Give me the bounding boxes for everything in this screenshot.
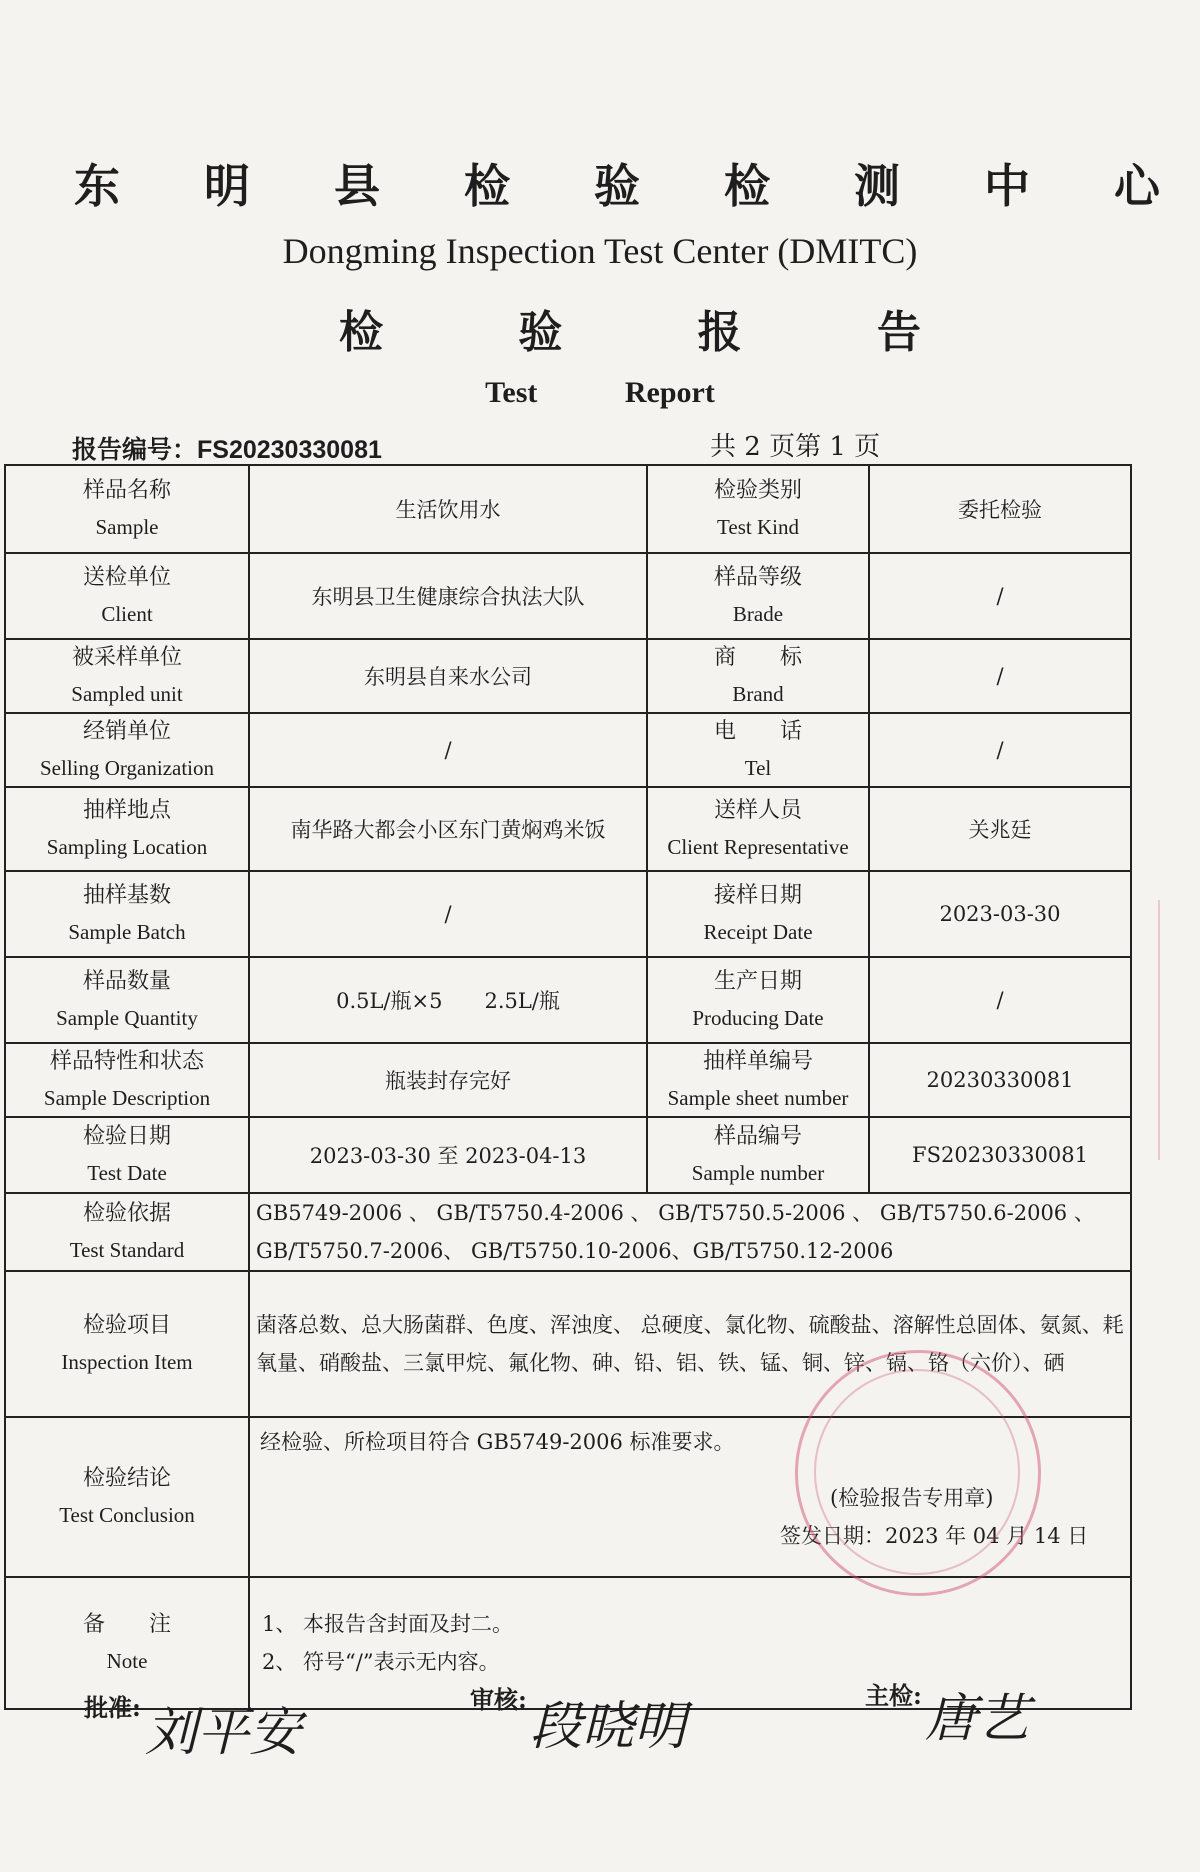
label-cn: 经销单位 [82, 719, 171, 744]
label-en: Sample number [691, 1161, 825, 1185]
field-label [5, 871, 249, 957]
note-line-1: 1、 本报告含封面及封二。 [262, 1612, 514, 1636]
label-cn: 生产日期 [713, 969, 802, 994]
label-cn: 样品等级 [713, 565, 802, 590]
label-en: Test Kind [717, 515, 799, 539]
label-cn: 抽样单编号 [702, 1049, 813, 1074]
table-row [5, 787, 1131, 871]
label-en: Sample [95, 515, 159, 539]
label-en: Test Date [87, 1161, 167, 1185]
field-label [5, 553, 249, 639]
field-label [647, 787, 869, 871]
field-label [647, 713, 869, 787]
field-label: 检验依据 Test Standard [5, 1193, 249, 1271]
inspection-seal-stamp [795, 1350, 1041, 1596]
field-label [5, 957, 249, 1043]
field-value: 2023-03-30 [869, 871, 1131, 957]
label-cn: 样品编号 [713, 1124, 802, 1149]
label-cn: 样品特性和状态 [49, 1049, 204, 1074]
label-en: Client [101, 602, 153, 626]
seal-label: (检验报告专用章) [830, 1486, 994, 1510]
label-en: Sample Description [43, 1086, 211, 1110]
label-cn: 样品名称 [82, 478, 171, 503]
field-label: 检验结论 Test Conclusion [5, 1417, 249, 1577]
label-en: Selling Organization [40, 756, 214, 780]
inspection-items-value: 菌落总数、总大肠菌群、色度、浑浊度、 总硬度、氯化物、硫酸盐、溶解性总固体、氨氮、耗氧量、硝酸盐、三氯甲烷、氟化物、砷、铅、铝、铁、锰、铜、锌、镉、铬（六价）、硒 [249, 1271, 1131, 1417]
inspect-label: 主检: [865, 1681, 922, 1710]
field-label [5, 1117, 249, 1193]
conclusion-text: 经检验、所检项目符合 GB5749-2006 标准要求。 [260, 1430, 735, 1454]
field-value: 0.5L/瓶×5 2.5L/瓶 [249, 957, 647, 1043]
center-title-en: Dongming Inspection Test Center (DMITC) [282, 231, 918, 271]
label-cn: 商 标 [713, 645, 802, 670]
field-label [647, 1043, 869, 1117]
label-en: Tel [744, 756, 772, 780]
label-cn: 检验类别 [713, 478, 802, 503]
field-label [5, 713, 249, 787]
field-label [647, 553, 869, 639]
label-en: Producing Date [692, 1006, 824, 1030]
label-cn: 样品数量 [82, 969, 171, 994]
field-value: 南华路大都会小区东门黄焖鸡米饭 [249, 787, 647, 871]
field-label [5, 1043, 249, 1117]
field-label [5, 639, 249, 713]
field-value: 关兆廷 [869, 787, 1131, 871]
field-value: / [249, 713, 647, 787]
report-title-en: Test Report [485, 376, 715, 409]
review-label: 审核: [470, 1685, 527, 1714]
field-label [647, 1117, 869, 1193]
edge-seal-stamp [1158, 900, 1200, 1160]
field-label: 检验项目 Inspection Item [5, 1271, 249, 1417]
label-en: Sample Batch [68, 920, 186, 944]
field-value: 东明县自来水公司 [249, 639, 647, 713]
center-title-cn: 东 明 县 检 验 检 测 中 心 [73, 159, 1195, 213]
label-cn: 电 话 [713, 719, 802, 744]
label-en: Client Representative [667, 835, 849, 859]
note-line-2: 2、 符号“/”表示无内容。 [262, 1650, 500, 1674]
label-en: Sampled unit [71, 682, 183, 706]
table-row [5, 1193, 1131, 1271]
label-cn: 检验日期 [82, 1124, 171, 1149]
approve-label: 批准: [84, 1693, 141, 1722]
test-standard-value: GB5749-2006 、 GB/T5750.4-2006 、 GB/T5750.5-2006 、 GB/T5750.6-2006 、 GB/T5750.7-2006、 GB/T5750.10-2006、GB/T5750.12-2006 [249, 1193, 1131, 1271]
table-row [5, 1043, 1131, 1117]
field-label [5, 787, 249, 871]
table-row [5, 639, 1131, 713]
label-cn: 抽样基数 [82, 883, 171, 908]
label-en: Receipt Date [703, 920, 813, 944]
label-cn: 抽样地点 [82, 798, 171, 823]
field-label [647, 957, 869, 1043]
field-label [647, 465, 869, 553]
table-row [5, 713, 1131, 787]
field-label [647, 871, 869, 957]
label-en: Brand [732, 682, 784, 706]
table-row [5, 465, 1131, 553]
approve-signature: 刘平安 [145, 1703, 302, 1763]
table-row [5, 1117, 1131, 1193]
report-title-cn: 检 验 报 告 [339, 307, 981, 358]
field-value: / [869, 957, 1131, 1043]
inspect-signature: 唐艺 [925, 1689, 1030, 1749]
field-value: 20230330081 [869, 1043, 1131, 1117]
table-row [5, 553, 1131, 639]
field-value: FS20230330081 [869, 1117, 1131, 1193]
label-en: Sampling Location [46, 835, 208, 859]
table-row [5, 871, 1131, 957]
field-value: / [249, 871, 647, 957]
label-cn: 被采样单位 [71, 645, 182, 670]
field-value: 2023-03-30 至 2023-04-13 [249, 1117, 647, 1193]
field-label: 备 注 Note [5, 1577, 249, 1709]
field-value: 东明县卫生健康综合执法大队 [249, 553, 647, 639]
review-signature: 段晓明 [530, 1697, 687, 1757]
label-en: Brade [732, 602, 784, 626]
field-value: 瓶装封存完好 [249, 1043, 647, 1117]
page-count: 共 2 页第 1 页 [710, 432, 881, 462]
label-cn: 送检单位 [82, 565, 171, 590]
report-number: 报告编号：FS20230330081 [72, 436, 382, 464]
field-label [647, 639, 869, 713]
field-value: 生活饮用水 [249, 465, 647, 553]
field-value: / [869, 713, 1131, 787]
field-label [5, 465, 249, 553]
label-cn: 送样人员 [713, 798, 802, 823]
issue-date: 签发日期：2023 年 04 月 14 日 [780, 1524, 1089, 1548]
field-value: / [869, 553, 1131, 639]
label-en: Sample Quantity [56, 1006, 198, 1030]
field-value: 委托检验 [869, 465, 1131, 553]
table-row [5, 957, 1131, 1043]
label-en: Sample sheet number [667, 1086, 849, 1110]
label-cn: 接样日期 [713, 883, 802, 908]
field-value: / [869, 639, 1131, 713]
